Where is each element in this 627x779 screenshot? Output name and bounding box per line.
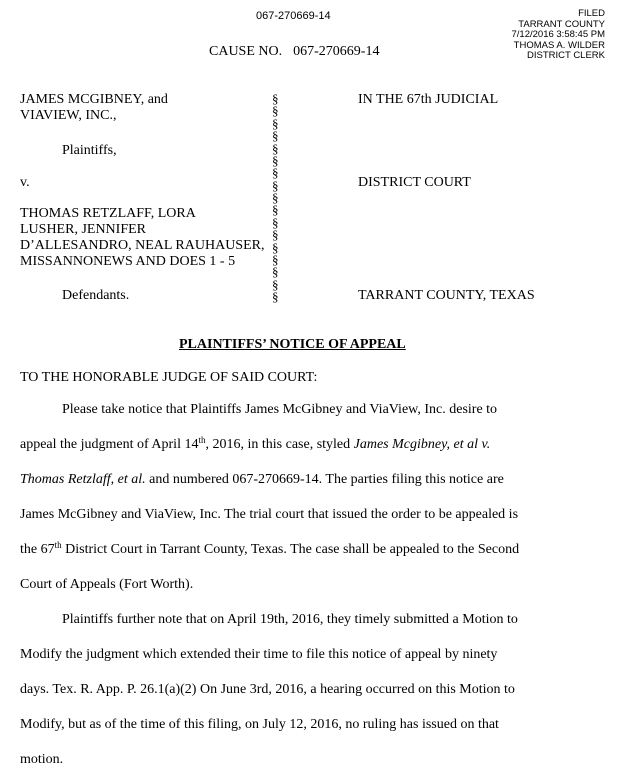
section-symbol: §	[272, 264, 279, 280]
filing-stamp-clerk-title: DISTRICT CLERK	[527, 50, 605, 61]
court-designation-line: TARRANT COUNTY, TEXAS	[358, 288, 535, 303]
defendant-name-line: LUSHER, JENNIFER	[20, 222, 147, 237]
section-symbol: §	[272, 214, 279, 230]
section-symbol: §	[272, 115, 279, 131]
section-symbol: §	[272, 165, 279, 181]
section-symbol: §	[272, 177, 279, 193]
section-symbol: §	[272, 128, 279, 144]
salutation: TO THE HONORABLE JUDGE OF SAID COURT:	[20, 370, 318, 385]
text-line: Modify, but as of the time of this filing, on July 12, 2016, no ruling has issued on that	[20, 717, 499, 732]
text-segment: , 2016, in this case, styled	[205, 437, 354, 452]
filing-stamp-clerk-name: THOMAS A. WILDER	[513, 39, 605, 51]
paragraph-1	[0, 392, 627, 602]
defendant-name-line: THOMAS RETZLAFF, LORA	[20, 206, 196, 221]
text-line: James McGibney and ViaView, Inc. The trial court that issued the order to be appealed is	[20, 507, 519, 522]
superscript: th	[54, 540, 62, 550]
section-symbol: §	[272, 202, 279, 218]
text-segment: and numbered 067-270669-14. The parties filing this notice are	[145, 472, 504, 487]
versus-label: v.	[20, 175, 30, 190]
text-line	[0, 532, 627, 567]
italic-case-style: Thomas Retzlaff, et al.	[20, 472, 146, 487]
section-symbol: §	[272, 190, 279, 205]
text-line: Plaintiffs further note that on April 19th, 2016, they timely submitted a Motion to	[62, 612, 518, 627]
text-line: Court of Appeals (Fort Worth).	[20, 577, 194, 592]
section-symbol: §	[272, 152, 279, 168]
body-text	[0, 392, 627, 777]
court-designation-line: DISTRICT COURT	[358, 175, 471, 190]
cause-number: 067-270669-14	[293, 44, 380, 59]
section-symbol: §	[272, 276, 279, 292]
text-line	[0, 462, 627, 497]
court-designation-line: IN THE 67th JUDICIAL	[358, 92, 499, 107]
defendant-name-line: MISSANNONEWS AND DOES 1 - 5	[20, 254, 236, 269]
header-case-number: 067-270669-14	[256, 10, 331, 22]
paragraph-2	[0, 602, 627, 777]
section-symbol: §	[272, 251, 279, 267]
plaintiffs-label: Plaintiffs,	[62, 143, 117, 158]
plaintiff-name-line: VIAVIEW, INC.,	[20, 108, 117, 123]
section-symbol: §	[272, 140, 279, 156]
text-line	[0, 427, 627, 462]
section-symbol: §	[272, 289, 279, 304]
italic-case-style: James Mcgibney, et al v.	[353, 437, 491, 452]
filing-stamp-status: FILED	[578, 8, 605, 19]
section-symbol: §	[272, 103, 279, 119]
section-symbol-column	[272, 93, 279, 303]
text-segment: the 67	[20, 542, 55, 557]
cause-number-line	[209, 44, 379, 60]
document-title: PLAINTIFFS’ NOTICE OF APPEAL	[179, 337, 406, 352]
text-line: motion.	[20, 752, 64, 767]
section-symbol: §	[272, 239, 279, 255]
text-segment: District Court in Tarrant County, Texas. The case shall be appealed to the Second	[61, 542, 520, 557]
text-segment: appeal the judgment of April 14	[20, 437, 199, 452]
filing-stamp-datetime: 7/12/2016 3:58:45 PM	[511, 29, 605, 40]
plaintiff-name-line: JAMES MCGIBNEY, and	[20, 92, 168, 107]
section-symbol: §	[272, 91, 279, 106]
cause-label: CAUSE NO.	[209, 44, 283, 59]
text-line: Please take notice that Plaintiffs James McGibney and ViaView, Inc. desire to	[62, 402, 498, 417]
superscript: th	[198, 435, 206, 445]
filing-stamp-county: TARRANT COUNTY	[518, 18, 605, 30]
text-line: Modify the judgment which extended their time to file this notice of appeal by ninety	[20, 647, 498, 662]
text-line: days. Tex. R. App. P. 26.1(a)(2) On June 3rd, 2016, a hearing occurred on this Motion to	[20, 682, 515, 697]
defendant-name-line: D’ALLESANDRO, NEAL RAUHAUSER,	[20, 238, 265, 253]
defendants-label: Defendants.	[62, 288, 130, 303]
filing-stamp	[512, 9, 606, 62]
section-symbol: §	[272, 227, 279, 243]
